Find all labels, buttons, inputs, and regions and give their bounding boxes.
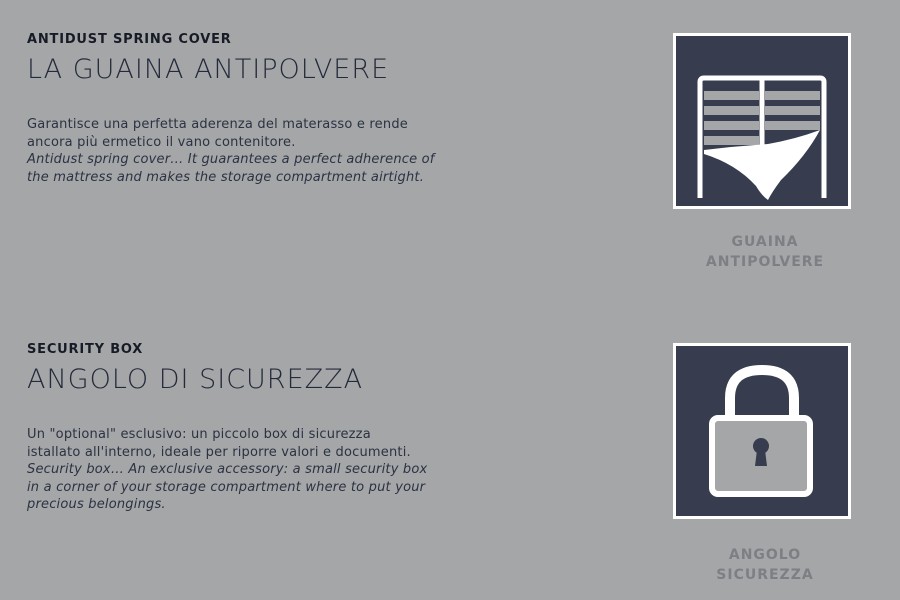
padlock-icon-box [673, 343, 851, 519]
description-italian [27, 426, 447, 461]
caption-line: ANTIPOLVERE [705, 254, 825, 270]
description-line: Security box… An exclusive accessory: a small security box [27, 462, 428, 477]
description-line: Garantisce una perfetta aderenza del materasso e rende [27, 117, 408, 132]
description-line: istallato all'interno, ideale per riporre valori e documenti. [27, 444, 411, 460]
description-english [27, 151, 447, 186]
description-line: in a corner of your storage compartment where to put your [27, 479, 426, 495]
padlock-icon [676, 346, 848, 516]
description-line: Un "optional" esclusivo: un piccolo box di sicurezza [27, 427, 371, 442]
antidust-section [27, 32, 447, 186]
spring-cover-icon-box [673, 33, 851, 209]
description-english [27, 461, 447, 514]
description-line: Antidust spring cover… It guarantees a perfect adherence of [27, 152, 435, 167]
section-subtitle: ANTIDUST SPRING COVER [27, 32, 232, 47]
description-line: ancora più ermetico il vano contenitore. [27, 134, 296, 150]
caption-line: GUAINA [731, 234, 799, 250]
caption-line: SICUREZZA [716, 567, 814, 583]
section-title: LA GUAINA ANTIPOLVERE [27, 54, 390, 85]
icon-caption-antidust [665, 232, 865, 272]
caption-line: ANGOLO [728, 547, 802, 563]
spring-cover-icon [676, 36, 848, 206]
section-subtitle: SECURITY BOX [27, 342, 144, 357]
description-line: precious belongings. [27, 497, 166, 512]
description-italian [27, 116, 447, 151]
description-line: the mattress and makes the storage compartment airtight. [27, 169, 425, 185]
security-box-section [27, 342, 447, 514]
icon-caption-security [665, 545, 865, 585]
section-title: ANGOLO DI SICUREZZA [27, 364, 364, 395]
